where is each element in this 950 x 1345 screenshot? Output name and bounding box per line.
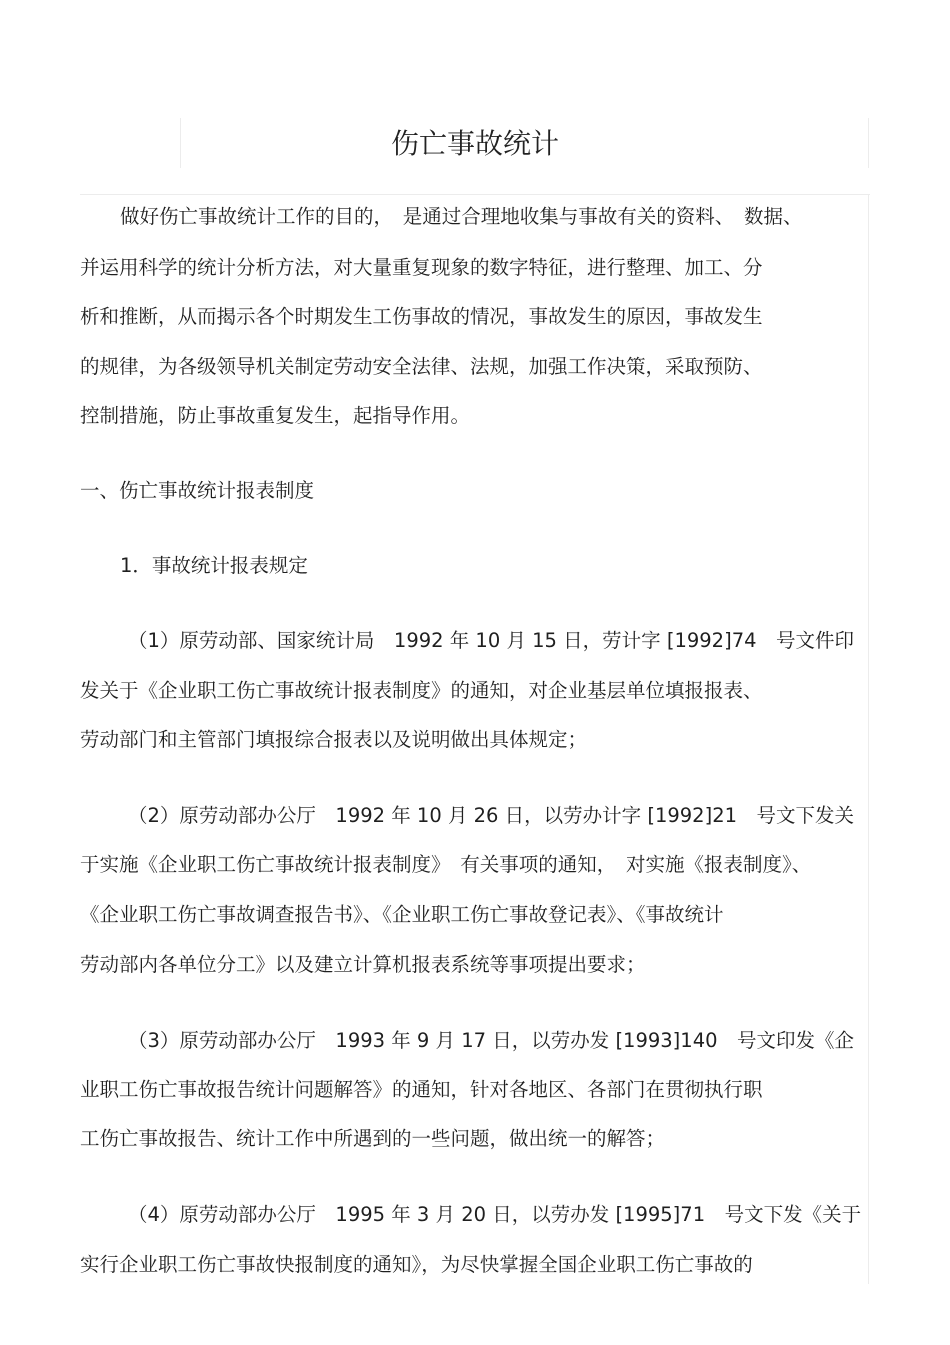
item-2-line: 劳动部内各单位分工》以及建立计算机报表系统等事项提出要求； xyxy=(80,953,646,976)
intro-line: 并运用科学的统计分析方法，对大量重复现象的数字特征，进行整理、加工、分 xyxy=(80,256,763,279)
intro-line: 析和推断，从而揭示各个时期发生工伤事故的情况，事故发生的原因，事故发生 xyxy=(80,305,763,328)
item-2-line: （2）原劳动部办公厅 1992 年 10 月 26 日，以劳办计字 [1992]21 号文下发关 xyxy=(128,804,855,827)
item-2-line: 于实施《企业职工伤亡事故统计报表制度》 有关事项的通知， 对实施《报表制度》、 xyxy=(80,853,812,876)
document-title: 伤亡事故统计 xyxy=(390,127,559,160)
section-heading: 一、伤亡事故统计报表制度 xyxy=(80,479,315,502)
item-3-line: 工伤亡事故报告、统计工作中所遇到的一些问题，做出统一的解答； xyxy=(80,1127,666,1150)
subsection-heading: 1．事故统计报表规定 xyxy=(120,554,308,577)
intro-line: 控制措施，防止事故重复发生，起指导作用。 xyxy=(80,404,471,427)
item-2-line: 《企业职工伤亡事故调查报告书》、《企业职工伤亡事故登记表》、《事故统计 xyxy=(80,903,724,926)
title-bottom-rule xyxy=(80,194,870,195)
item-3-line: 业职工伤亡事故报告统计问题解答》的通知，针对各地区、各部门在贯彻执行职 xyxy=(80,1078,763,1101)
item-1-line: 劳动部门和主管部门填报综合报表以及说明做出具体规定； xyxy=(80,728,588,751)
intro-line: 做好伤亡事故统计工作的目的， 是通过合理地收集与事故有关的资料、 数据、 xyxy=(120,205,803,228)
item-4-line: 实行企业职工伤亡事故快报制度的通知》，为尽快掌握全国企业职工伤亡事故的 xyxy=(80,1253,753,1276)
body-right-rule xyxy=(868,194,869,1284)
item-1-line: 发关于《企业职工伤亡事故统计报表制度》的通知，对企业基层单位填报报表、 xyxy=(80,679,763,702)
item-3-line: （3）原劳动部办公厅 1993 年 9 月 17 日，以劳办发 [1993]140 号文印发《企 xyxy=(128,1029,855,1052)
item-1-line: （1）原劳动部、国家统计局 1992 年 10 月 15 日，劳计字 [1992]74 号文件印 xyxy=(128,629,855,652)
item-4-line: （4）原劳动部办公厅 1995 年 3 月 20 日，以劳办发 [1995]71 号文下发《关于 xyxy=(128,1203,862,1226)
intro-line: 的规律，为各级领导机关制定劳动安全法律、法规，加强工作决策，采取预防、 xyxy=(80,355,763,378)
